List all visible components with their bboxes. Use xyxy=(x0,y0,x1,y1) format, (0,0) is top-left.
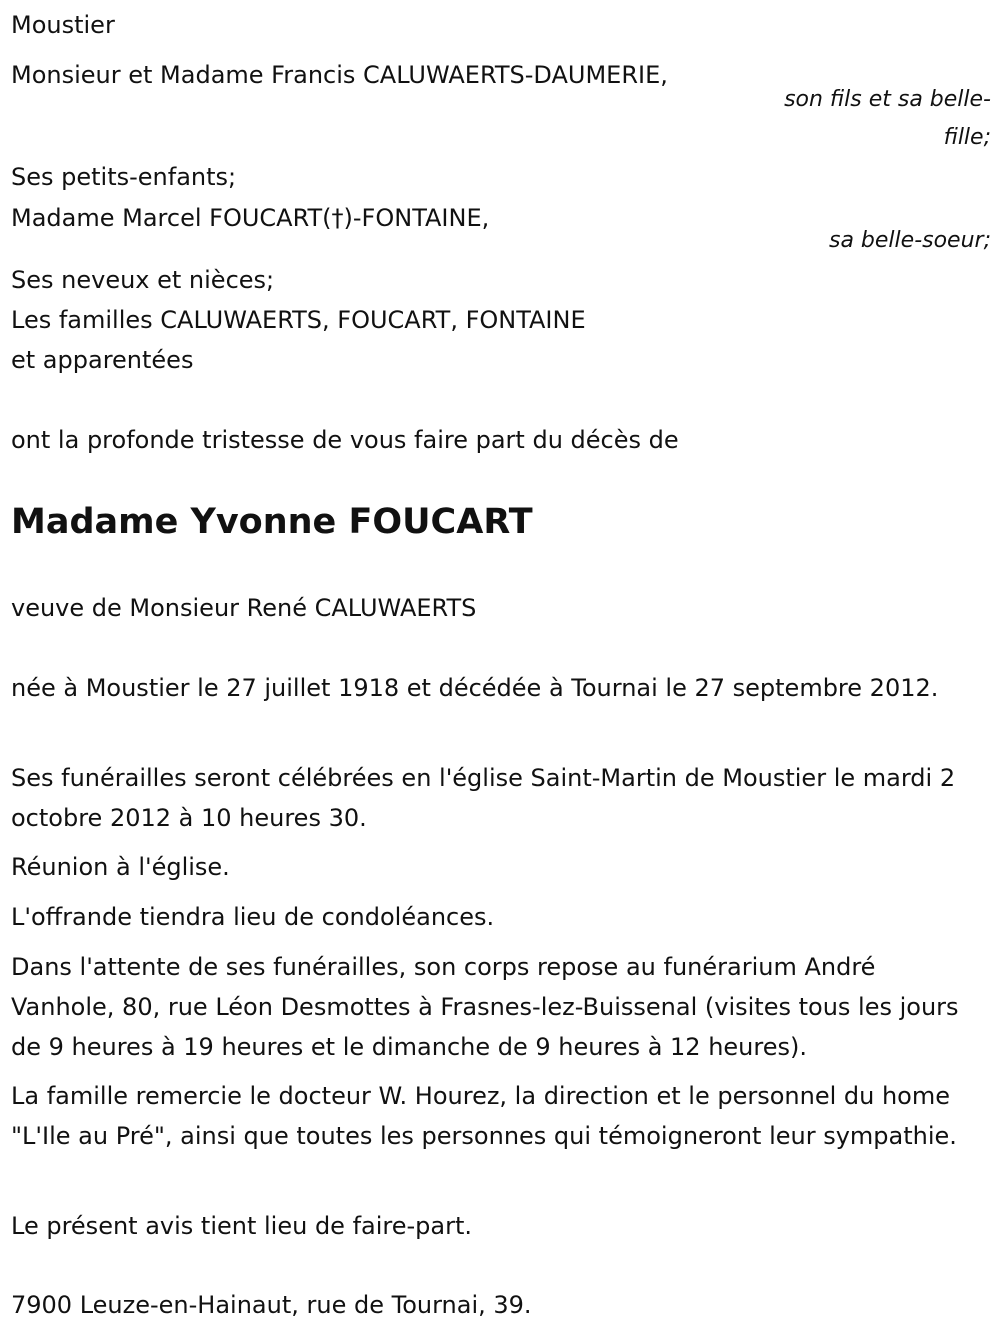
thanks: La famille remercie le docteur W. Hourez, la direction et le personnel du home "L'Ile au Pré", ainsi que toutes les personnes qui témoigneront leur sympathie. xyxy=(11,1082,957,1150)
birth-death: née à Moustier le 27 juillet 1918 et décédée à Tournai le 27 septembre 2012. xyxy=(11,674,939,702)
meeting-info: Réunion à l'église. xyxy=(11,853,230,881)
locality: Moustier xyxy=(11,11,115,39)
widow-of: veuve de Monsieur René CALUWAERTS xyxy=(11,594,477,622)
funeral-info: Ses funérailles seront célébrées en l'église Saint-Martin de Moustier le mardi 2 octobre 2012 à 10 heures 30. xyxy=(11,764,956,832)
nephews: Ses neveux et nièces; xyxy=(11,266,275,294)
deceased-name: Madame Yvonne FOUCART xyxy=(11,502,533,542)
offering-info: L'offrande tiendra lieu de condoléances. xyxy=(11,903,495,931)
grandchildren: Ses petits-enfants; xyxy=(11,163,237,191)
sister-in-law-relation: sa belle-soeur; xyxy=(829,228,991,253)
son-relation-line1: son fils et sa belle- xyxy=(784,87,991,112)
sister-in-law: Madame Marcel FOUCART(†)-FONTAINE, xyxy=(11,204,490,232)
son-couple: Monsieur et Madame Francis CALUWAERTS-DAUMERIE, xyxy=(11,61,668,89)
families: Les familles CALUWAERTS, FOUCART, FONTAINE xyxy=(11,306,586,334)
related: et apparentées xyxy=(11,346,194,374)
address: 7900 Leuze-en-Hainaut, rue de Tournai, 39. xyxy=(11,1291,532,1319)
son-relation-line2: fille; xyxy=(943,125,991,150)
announcement: ont la profonde tristesse de vous faire part du décès de xyxy=(11,426,679,454)
faire-part-note: Le présent avis tient lieu de faire-part. xyxy=(11,1212,473,1240)
funerarium-info: Dans l'attente de ses funérailles, son corps repose au funérarium André Vanhole, 80, rue Léon Desmottes à Frasnes-lez-Buissenal (visites tous les jours de 9 heures à 19 heures et le dimanche de 9 heures à 12 heures). xyxy=(11,953,959,1061)
